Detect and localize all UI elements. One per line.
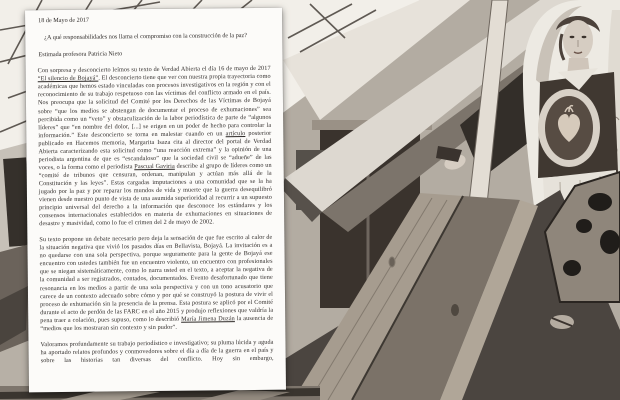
letter-salutation: Estimada profesora Patricia Nieto [38, 50, 123, 59]
link-el-silencio-de-bojaya: “El silencio de Bojayá” [37, 74, 99, 83]
link-maria-jimena-duzan: María Jimena Duzán [181, 314, 235, 323]
plank-knot [451, 304, 459, 316]
letter-date: 18 de Mayo de 2017 [38, 16, 90, 25]
letter-document [25, 8, 286, 393]
paragraph-text: Con sorpresa y desconcierto leímos su texto de Verdad Abierta el día 16 de mayo de 2017 [37, 65, 271, 75]
paragraph-text: . El desconcierto tiene que ver con nuestra propia trayectoria como académicas que hemos estado vinculadas con procesos investigativos en la región y con el reconocimiento de su trabajo respetuoso con las víctimas del conflicto armado en el país. Nos preocupa que la solicitud del Comité por los Derechos de las Víctimas de Bojayá sobre “que los medios se abstengan de documentar el proceso de exhumaciones” sea percibida como un “veto” y obstaculización de la labor periodística de parte de “algunos líderes” que “en nombre del dolor, [...] se erigen en un poder de hecho para controlar la información.” Este desconcierto se torna en malestar cuando en un [37, 73, 272, 139]
paragraph-text: la ausencia de “medios que los mostraran sin contexto y sin pudor”. [40, 314, 274, 332]
letter-paragraph-3 [40, 339, 273, 366]
paragraph-text: posterior publicado en Hacemos memoria, Margarita Isaza cita al director del portal de Verdad Abierta caracterizando esta solicitud como “una reacción extrema” y la opinión de una periodista argentina de que es “escandaloso” que la sociedad civil se “adueñe” de las voces, o la forma como el periodista [38, 129, 272, 172]
letter-paragraph-2 [39, 234, 273, 333]
letter-paragraph-1 [38, 65, 273, 228]
paragraph-text: Valoramos profundamente su trabajo periodístico e investigativo; su pluma lúcida y aguda ha aportado relatos profundos y conmovedores sobre el día a día de la guerra en el país y sobre las historias tan diversas del conflicto. Hoy sin embargo, [40, 338, 274, 365]
link-articulo: artículo [225, 129, 246, 137]
letter-title: ¿A qué responsabilidades nos llama el compromiso con la construcción de la paz? [44, 32, 248, 42]
sacred-heart-emblem [538, 89, 600, 167]
paragraph-text: Su texto propone un debate necesario pero deja la sensación de que fue escrito al calor de la situación negativa que vivió los pasados días en Bellavista, Bojayá. La invitación es a no quedarse con una sola perspectiva, porque seguramente para la gente de Bojayá ese encuentro con ustedes también fue un encuentro violento, un encuentro con profesionales que se niegan sistemáticamente, como lo narra usted en el texto, a aceptar la negativa de la comunidad a ser registrados, contados, documentados. Evento desafortunado que tiene resonancia en los medios a partir de una sola perspectiva y con un tono acusatorio que carece de un contexto adecuado sobre cómo y por qué se construyó la postura de vivir el proceso de exhumación sin la presencia de la prensa. Esta postura se aplicó por el Comité durante el acto de perdón de las FARC en el año 2015 y produjo reflexiones que valdría la pena traer a colación, pues supuso, como lo describió [39, 233, 274, 324]
paragraph-text: describe al grupo de líderes como un “comité de tribunos que censuran, ordenan, manipulan y actúan más allá de la Constitución y las leyes”. Estas cargadas imputaciones a una comunidad que se la ha jugado por la paz y por reparar los mundos de vida y muerte que la guerra desequilibró vienen desde nuestro punto de vista de una asumida superioridad al recurrir a un supuesto principio universal del derecho a la información que desconoce los estándares y los consensos internacionales establecidos en materia de exhumaciones en situaciones de desastre y masividad, como lo fue el crimen del 2 de mayo de 2002. [38, 161, 273, 228]
link-pascual-gaviria: Pascual Gaviria [134, 162, 175, 171]
